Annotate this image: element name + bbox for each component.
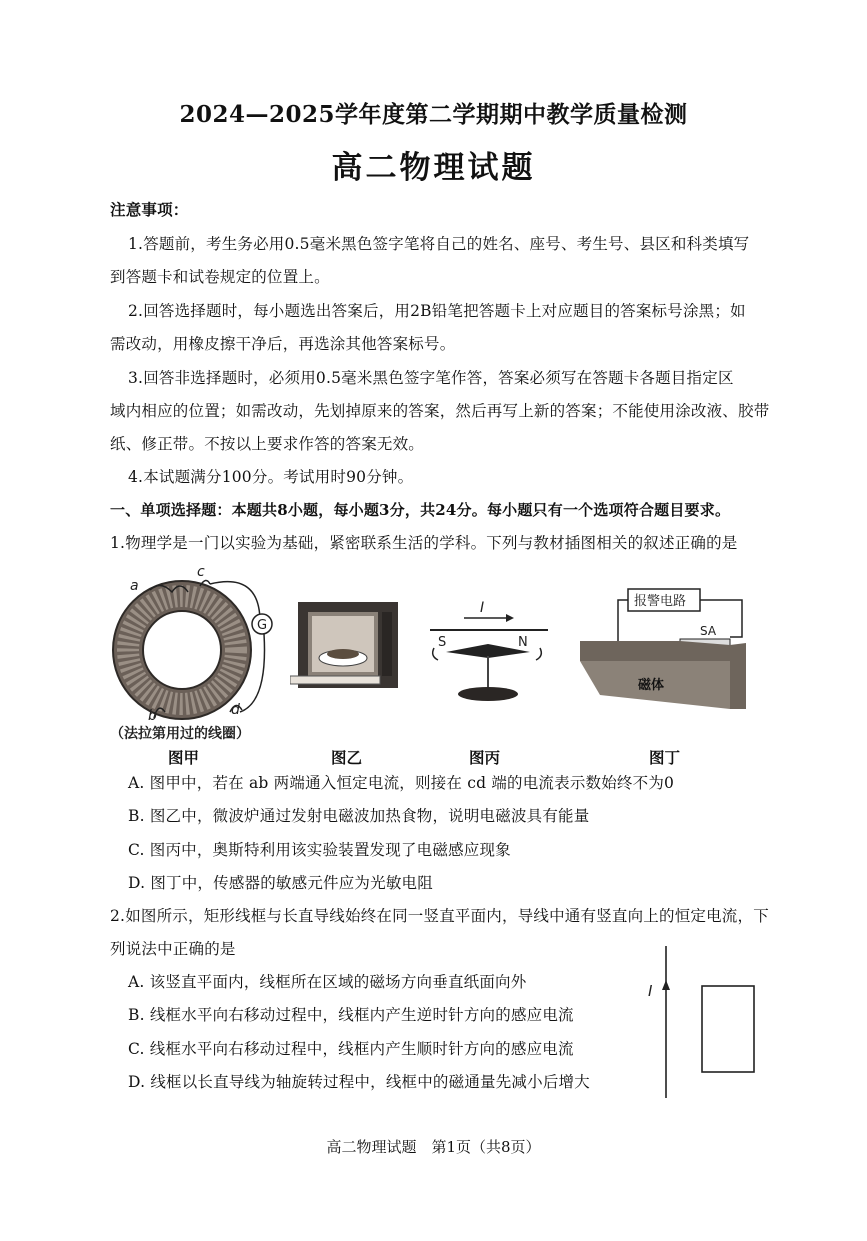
notice-line: 2.回答选择题时，每小题选出答案后，用2B铅笔把答题卡上对应题目的答案标号涂黑；如 <box>128 302 746 320</box>
notice-line: 需改动，用橡皮擦干净后，再选涂其他答案标号。 <box>110 335 456 353</box>
subject-title: 高二物理试题 <box>331 150 536 186</box>
figure-oersted-experiment <box>424 600 554 705</box>
current-label: I <box>480 600 485 616</box>
terminal-c-label: c <box>197 564 205 580</box>
question-2-option-a: A. 该竖直平面内，线框所在区域的磁场方向垂直纸面向外 <box>128 973 527 991</box>
figure-a-note: （法拉第用过的线圈） <box>110 726 250 742</box>
question-1-option-d: D. 图丁中，传感器的敏感元件应为光敏电阻 <box>128 874 433 892</box>
question-1-stem: 1.物理学是一门以实验为基础，紧密联系生活的学科。下列与教材插图相关的叙述正确的是 <box>110 534 738 552</box>
notice-line: 域内相应的位置；如需改动，先划掉原来的答案，然后再写上新的答案；不能使用涂改液、胶带 <box>110 402 770 420</box>
notice-line: 纸、修正带。不按以上要求作答的答案无效。 <box>110 435 425 453</box>
question-1-option-b: B. 图乙中，微波炉通过发射电磁波加热食物，说明电磁波具有能量 <box>128 807 590 825</box>
notice-line: 到答题卡和试卷规定的位置上。 <box>110 268 330 286</box>
question-2-option-b: B. 线框水平向右移动过程中，线框内产生逆时针方向的感应电流 <box>128 1006 574 1024</box>
figure-caption-b: 图乙 <box>331 748 363 767</box>
question-2-option-c: C. 线框水平向右移动过程中，线框内产生顺时针方向的感应电流 <box>128 1040 574 1058</box>
figure-caption-c: 图丙 <box>469 748 501 767</box>
question-2-stem: 2.如图所示，矩形线框与长直导线始终在同一竖直平面内，导线中通有竖直向上的恒定电流，下 <box>110 907 769 925</box>
figure-caption-a: 图甲 <box>168 748 200 767</box>
question-1-option-c: C. 图丙中，奥斯特利用该实验装置发现了电磁感应现象 <box>128 841 511 859</box>
section-heading: 一、单项选择题：本题共8小题，每小题3分，共24分。每小题只有一个选项符合题目要求。 <box>110 501 731 519</box>
figure-faraday-coil <box>110 562 280 744</box>
figure-alarm-circuit <box>580 585 752 713</box>
figure-microwave-oven <box>290 598 402 698</box>
question-1-option-a: A. 图甲中，若在 ab 两端通入恒定电流，则接在 cd 端的电流表示数始终不为0 <box>128 774 675 792</box>
rectangular-loop <box>702 986 754 1072</box>
page-footer: 高二物理试题 第1页（共8页） <box>326 1138 541 1156</box>
north-pole-label: N <box>518 635 528 650</box>
wire-current-label: I <box>648 982 653 1000</box>
notice-line: 1.答题前，考生务必用0.5毫米黑色签字笔将自己的姓名、座号、考生号、县区和科类填写 <box>128 235 750 253</box>
exam-title: 2024—2025学年度第二学期期中教学质量检测 <box>179 101 688 128</box>
terminal-d-label: d <box>231 702 240 718</box>
terminal-b-label: b <box>148 708 157 724</box>
magnet-label: 磁体 <box>638 678 665 693</box>
switch-sa-label: SA <box>700 624 717 638</box>
notice-line: 4.本试题满分100分。考试用时90分钟。 <box>128 468 414 486</box>
question-2-stem-continued: 列说法中正确的是 <box>110 940 236 958</box>
figure-wire-and-loop <box>640 942 760 1102</box>
south-pole-label: S <box>438 635 447 650</box>
galvanometer-label: G <box>257 618 268 633</box>
notice-line: 3.回答非选择题时，必须用0.5毫米黑色签字笔作答，答案必须写在答题卡各题目指定区 <box>128 369 734 387</box>
figure-caption-d: 图丁 <box>649 748 681 767</box>
question-2-option-d: D. 线框以长直导线为轴旋转过程中，线框中的磁通量先减小后增大 <box>128 1073 590 1091</box>
terminal-a-label: a <box>130 578 139 594</box>
notice-heading: 注意事项： <box>110 200 189 219</box>
alarm-circuit-label: 报警电路 <box>634 594 687 609</box>
